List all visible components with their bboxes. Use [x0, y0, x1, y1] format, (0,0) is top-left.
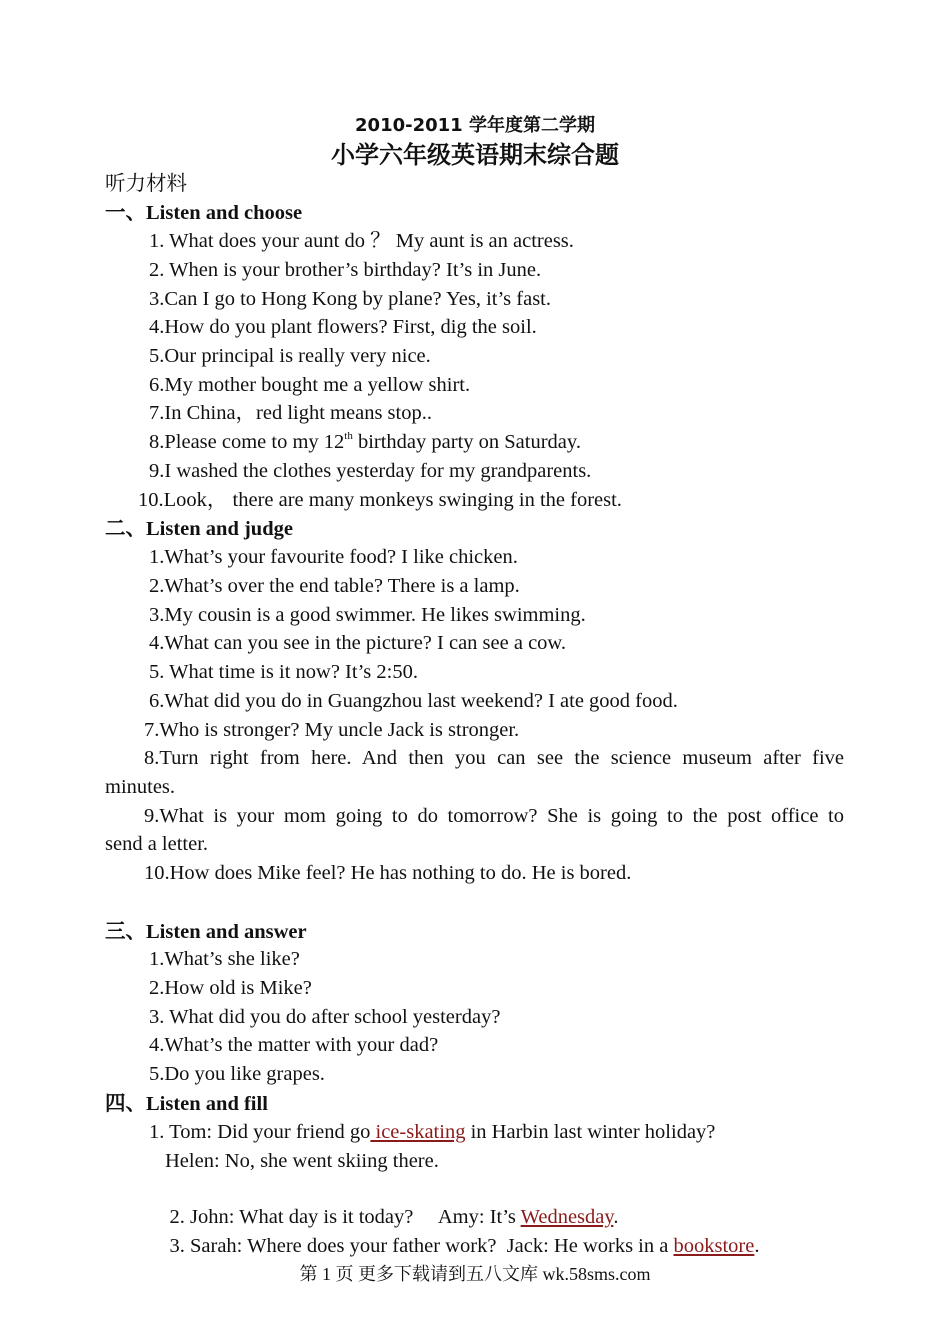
item-text: in Harbin last winter holiday? — [465, 1121, 716, 1143]
section-number: 四、 — [105, 1091, 146, 1115]
section-heading-2 — [105, 514, 293, 543]
section-title: Listen and answer — [146, 921, 307, 943]
item-text: . — [754, 1235, 760, 1257]
list-item: 6.My mother bought me a yellow shirt. — [149, 374, 471, 396]
list-item: 4.How do you plant flowers? First, dig the soil. — [149, 316, 537, 338]
list-item: 8.Turn right from here. And then you can see the science museum after five — [144, 747, 844, 769]
item-text: birthday party on Saturday. — [352, 431, 581, 453]
list-item: 1.What’s she like? — [149, 948, 300, 970]
answer-blank: ice-skating — [370, 1121, 466, 1143]
section-heading-3 — [105, 917, 307, 946]
list-item: 4.What’s the matter with your dad? — [149, 1034, 439, 1056]
answer-blank: bookstore — [673, 1235, 755, 1257]
list-item-continuation: send a letter. — [105, 833, 209, 855]
list-item: 9.What is your mom going to do tomorrow? She is going to the post office to — [144, 805, 844, 827]
item-text: 3. Sarah: Where does your father work? Jack: He works in a — [169, 1235, 674, 1257]
item-text: 8.Please come to my 12 — [149, 431, 345, 453]
list-item: 10.How does Mike feel? He has nothing to do. He is bored. — [144, 862, 632, 884]
list-item — [149, 428, 581, 456]
section-heading-1 — [105, 198, 302, 227]
section-label: 听力材料 — [105, 173, 187, 195]
list-item: 1.What’s your favourite food? I like chicken. — [149, 546, 518, 568]
list-item: 10.Look， there are many monkeys swinging in the forest. — [138, 489, 622, 511]
list-item: 4.What can you see in the picture? I can see a cow. — [149, 632, 567, 654]
section-heading-4 — [105, 1089, 268, 1118]
page-footer: 第 1 页 更多下载请到五八文库 wk.58sms.com — [299, 1264, 651, 1284]
section-number: 二、 — [105, 516, 146, 540]
list-item: 5.Our principal is really very nice. — [149, 345, 431, 367]
exam-subtitle: 2010-2011 学年度第二学期 — [355, 115, 595, 136]
item-text: 2. John: What day is it today? Amy: It’s — [169, 1206, 521, 1228]
list-item: 3.Can I go to Hong Kong by plane? Yes, it’s fast. — [149, 288, 552, 310]
list-item: 5.Do you like grapes. — [149, 1063, 325, 1085]
item-text: 1. Tom: Did your friend go — [149, 1121, 371, 1143]
answer-blank: Wednesday — [520, 1206, 614, 1228]
ordinal-suffix: th — [344, 430, 353, 442]
list-item: 9.I washed the clothes yesterday for my grandparents. — [149, 460, 592, 482]
list-item: 5. What time is it now? It’s 2:50. — [149, 661, 418, 683]
list-item: 7.In China，red light means stop.. — [149, 402, 432, 424]
section-title: Listen and judge — [146, 518, 293, 540]
list-item: 2.How old is Mike? — [149, 977, 312, 999]
item-text: . — [613, 1206, 619, 1228]
section-title: Listen and choose — [146, 202, 303, 224]
list-item: 3. What did you do after school yesterday? — [149, 1006, 501, 1028]
list-item: 6.What did you do in Guangzhou last weekend? I ate good food. — [149, 690, 678, 712]
exam-title: 小学六年级英语期末综合题 — [331, 141, 619, 169]
section-title: Listen and fill — [146, 1093, 268, 1115]
list-item-continuation: minutes. — [105, 776, 176, 798]
section-number: 三、 — [105, 919, 146, 943]
list-item: 3.My cousin is a good swimmer. He likes swimming. — [149, 604, 586, 626]
list-item-continuation: Helen: No, she went skiing there. — [165, 1150, 439, 1172]
list-item: 1. What does your aunt do ？ My aunt is an actress. — [149, 230, 574, 252]
list-item: 2. When is your brother’s birthday? It’s in June. — [149, 259, 542, 281]
list-item: 7.Who is stronger? My uncle Jack is stronger. — [144, 719, 520, 741]
list-item: 2.What’s over the end table? There is a lamp. — [149, 575, 520, 597]
section-number: 一、 — [105, 200, 146, 224]
list-item — [149, 1118, 715, 1146]
